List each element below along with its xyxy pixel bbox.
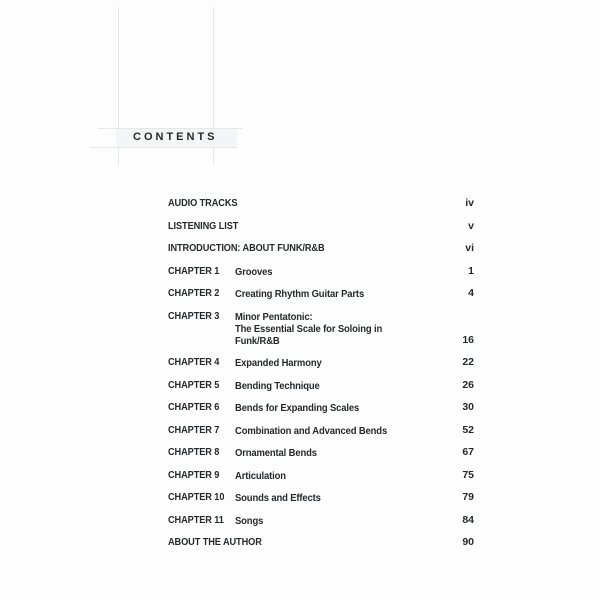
toc-row-chapter-2 — [168, 288, 474, 300]
toc-row-page-number: 67 — [462, 446, 474, 458]
toc-row-label: CHAPTER 3 — [168, 310, 220, 322]
toc-row-title — [235, 311, 420, 347]
toc-row-chapter-10 — [168, 492, 474, 504]
toc-row-label: CHAPTER 6 — [168, 402, 220, 413]
toc-row-label: CHAPTER 8 — [168, 447, 220, 458]
toc-row-label: CHAPTER 4 — [168, 357, 220, 368]
toc-row-page-number: 75 — [462, 468, 474, 481]
horizontal-rule-top — [98, 128, 242, 129]
toc-row-title-line-2: The Essential Scale for Soloing in Funk/R&B — [235, 322, 383, 347]
toc-row-chapter-4 — [168, 357, 474, 369]
toc-row-label: CHAPTER 9 — [168, 469, 220, 481]
page-title: CONTENTS — [133, 131, 218, 143]
toc-row-label: ABOUT THE AUTHOR — [168, 537, 262, 548]
toc-row-title: Grooves — [235, 265, 273, 278]
toc-row-page-number: 84 — [462, 513, 474, 526]
toc-row-page-number: 26 — [462, 378, 474, 391]
toc-list — [168, 198, 474, 549]
toc-row-title-line-1: Minor Pentatonic: — [235, 310, 313, 323]
toc-row-label: AUDIO TRACKS — [168, 198, 238, 209]
toc-row-introduction — [168, 243, 474, 255]
toc-row-label: CHAPTER 5 — [168, 379, 220, 391]
toc-row-chapter-5 — [168, 380, 474, 392]
toc-row-label: CHAPTER 11 — [168, 514, 224, 526]
toc-row-page-number: 30 — [462, 401, 474, 413]
toc-row-label: CHAPTER 7 — [168, 424, 220, 436]
toc-row-page-number: v — [468, 219, 474, 232]
toc-row-label: LISTENING LIST — [168, 220, 239, 232]
toc-row-chapter-6 — [168, 402, 474, 414]
toc-row-label: INTRODUCTION: ABOUT FUNK/R&B — [168, 243, 325, 254]
toc-row-chapter-8 — [168, 447, 474, 459]
toc-row-chapter-9 — [168, 470, 474, 482]
toc-row-chapter-11 — [168, 515, 474, 527]
toc-row-page-number: 4 — [468, 287, 474, 299]
toc-row-page-number: 22 — [462, 356, 474, 368]
toc-row-about-the-author — [168, 537, 474, 549]
toc-row-listening-list — [168, 221, 474, 233]
toc-row-label: CHAPTER 1 — [168, 265, 220, 277]
toc-row-audio-tracks — [168, 198, 474, 210]
toc-row-title: Expanded Harmony — [235, 357, 322, 369]
toc-row-page-number: 90 — [462, 536, 474, 548]
toc-row-page-number: vi — [465, 242, 474, 254]
toc-row-page-number: 1 — [468, 264, 474, 277]
toc-row-label: CHAPTER 2 — [168, 288, 220, 299]
toc-row-chapter-3 — [168, 311, 474, 347]
toc-row-title: Bending Technique — [235, 379, 320, 392]
toc-row-title: Bends for Expanding Scales — [235, 402, 360, 414]
toc-row-title: Creating Rhythm Guitar Parts — [235, 288, 365, 300]
toc-row-page-number: iv — [465, 197, 474, 209]
toc-row-page-number: 16 — [462, 333, 474, 346]
toc-row-chapter-1 — [168, 266, 474, 278]
toc-row-title: Ornamental Bends — [235, 447, 317, 459]
toc-row-title: Sounds and Effects — [235, 492, 321, 504]
toc-row-title: Articulation — [235, 469, 286, 482]
toc-row-title: Combination and Advanced Bends — [235, 424, 388, 437]
toc-row-label: CHAPTER 10 — [168, 492, 225, 503]
toc-row-chapter-7 — [168, 425, 474, 437]
toc-row-page-number: 52 — [462, 423, 474, 436]
horizontal-rule-bottom — [90, 147, 237, 148]
toc-row-title: Songs — [235, 514, 264, 527]
toc-row-page-number: 79 — [462, 491, 474, 503]
